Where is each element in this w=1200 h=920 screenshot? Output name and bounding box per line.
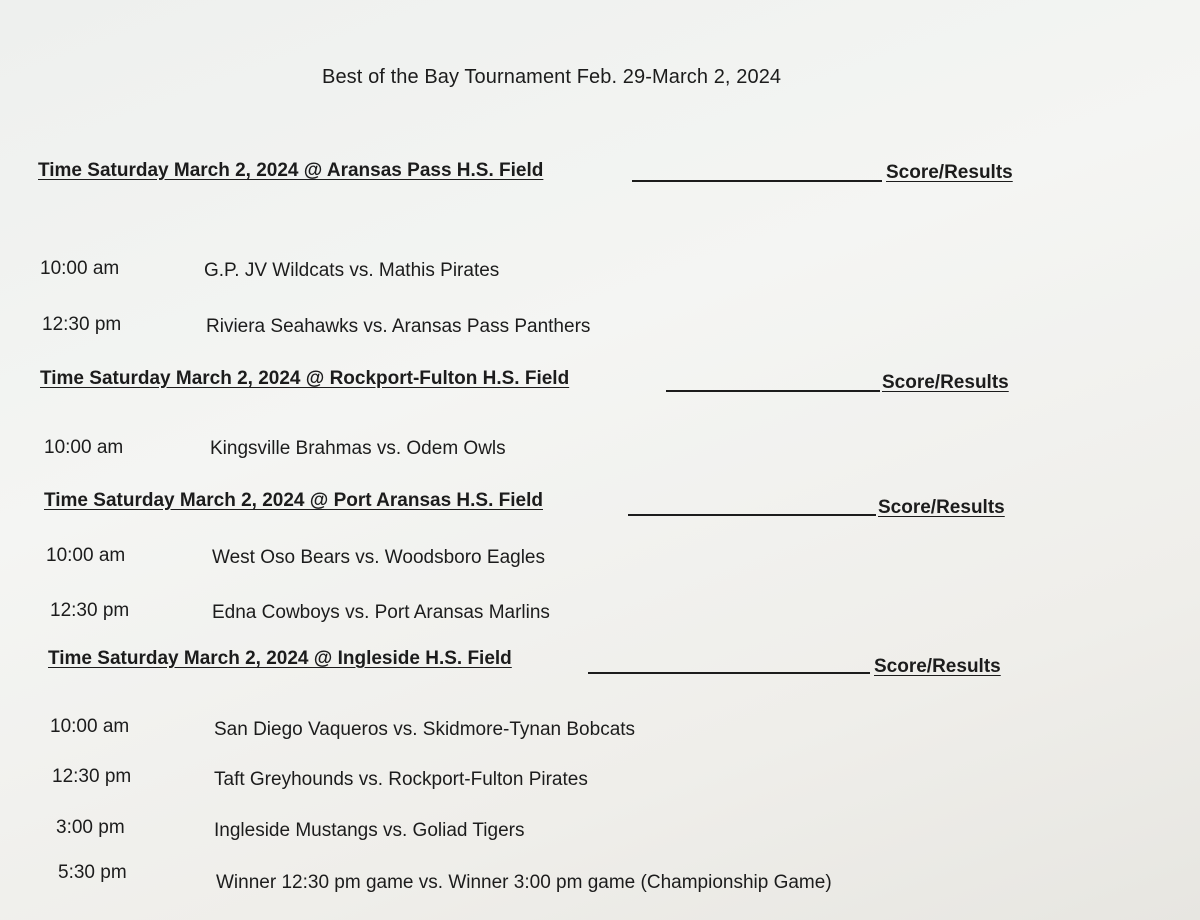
game-time: 5:30 pm [58,862,127,883]
score-results-label: Score/Results [874,656,1001,677]
heading-rule [628,514,876,516]
game-time: 10:00 am [44,437,124,458]
game-time: 12:30 pm [50,600,130,621]
game-matchup: Taft Greyhounds vs. Rockport-Fulton Pirates [214,769,588,790]
section-heading: Time Saturday March 2, 2024 @ Ingleside H.S. Field [48,648,512,669]
score-results-label: Score/Results [878,497,1005,518]
section-heading: Time Saturday March 2, 2024 @ Rockport-Fulton H.S. Field [40,368,570,389]
game-time: 10:00 am [50,716,130,737]
game-matchup: San Diego Vaqueros vs. Skidmore-Tynan Bobcats [214,719,636,740]
game-matchup: G.P. JV Wildcats vs. Mathis Pirates [204,260,500,281]
section-heading: Time Saturday March 2, 2024 @ Aransas Pass H.S. Field [38,160,544,181]
game-matchup: West Oso Bears vs. Woodsboro Eagles [212,547,546,568]
game-matchup: Winner 12:30 pm game vs. Winner 3:00 pm game (Championship Game) [216,872,832,893]
game-matchup: Edna Cowboys vs. Port Aransas Marlins [212,602,550,623]
game-matchup: Riviera Seahawks vs. Aransas Pass Panthers [206,316,591,337]
heading-rule [666,390,880,392]
game-time: 10:00 am [40,258,120,279]
score-results-label: Score/Results [886,162,1013,183]
section-heading: Time Saturday March 2, 2024 @ Port Aransas H.S. Field [44,490,543,511]
game-time: 10:00 am [46,545,126,566]
game-matchup: Ingleside Mustangs vs. Goliad Tigers [214,820,525,841]
game-time: 12:30 pm [42,314,122,335]
heading-rule [632,180,882,182]
game-matchup: Kingsville Brahmas vs. Odem Owls [210,438,506,459]
score-results-label: Score/Results [882,372,1009,393]
heading-rule [588,672,870,674]
game-time: 3:00 pm [56,817,125,838]
document-title: Best of the Bay Tournament Feb. 29-March 2, 2024 [322,66,782,88]
game-time: 12:30 pm [52,766,132,787]
